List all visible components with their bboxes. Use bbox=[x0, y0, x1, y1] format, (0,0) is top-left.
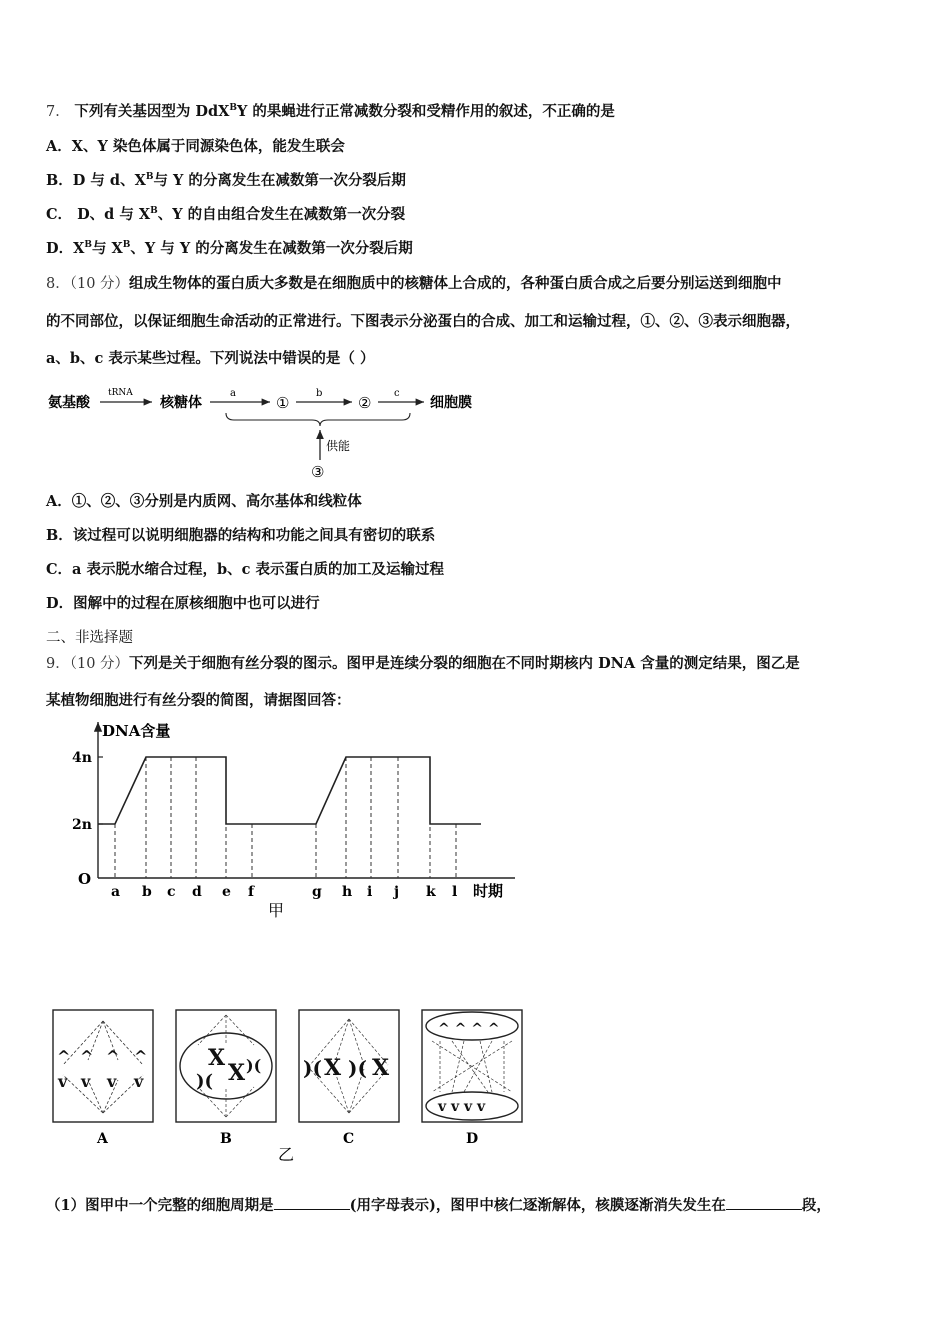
q9-sub1: （1）图甲中一个完整的细胞周期是 (用字母表示)，图甲中核仁逐渐解体，核膜逐渐消失发生在 段， bbox=[46, 1197, 831, 1214]
brace bbox=[226, 413, 410, 426]
cell-a-label: A bbox=[97, 1131, 108, 1147]
svg-text:X: X bbox=[208, 1045, 226, 1071]
svg-text:X: X bbox=[228, 1060, 246, 1086]
organelle-2: ② bbox=[358, 394, 372, 412]
y-axis-label: DNA含量 bbox=[102, 722, 171, 740]
svg-text:)(: )( bbox=[348, 1056, 367, 1080]
cell-membrane-label: 细胞膜 bbox=[430, 395, 472, 411]
trna-label: tRNA bbox=[108, 388, 133, 398]
svg-text:^: ^ bbox=[106, 1047, 120, 1066]
q9-stem-line2: 某植物细胞进行有丝分裂的简图，请据图回答： bbox=[46, 692, 351, 709]
svg-text:v: v bbox=[134, 1072, 144, 1091]
q8-option-b: B．该过程可以说明细胞器的结构和功能之间具有密切的联系 bbox=[46, 527, 436, 544]
answer-blank-1[interactable] bbox=[274, 1195, 350, 1210]
mitosis-cells-figure bbox=[48, 1005, 528, 1165]
x-tick-label-d: d bbox=[192, 884, 202, 900]
process-a-label: a bbox=[230, 388, 236, 399]
svg-text:^: ^ bbox=[134, 1047, 148, 1066]
x-axis-label: 时期 bbox=[473, 882, 504, 900]
q7-option-d: D．$X^B$与 $X^B$、Y 与 Y 的分离发生在减数第一次分裂后期 bbox=[46, 240, 413, 257]
svg-text:X: X bbox=[324, 1055, 342, 1081]
q9-stem-line1: 9．（10 分）下列是关于细胞有丝分裂的图示。图甲是连续分裂的细胞在不同时期核内 DNA 含量的测定结果，图乙是 bbox=[46, 655, 800, 672]
q8-option-d: D．图解中的过程在原核细胞中也可以进行 bbox=[46, 595, 320, 612]
svg-text:v: v bbox=[81, 1072, 91, 1091]
x-tick-label-c: c bbox=[167, 884, 176, 900]
svg-text:v: v bbox=[58, 1072, 68, 1091]
answer-blank-2[interactable] bbox=[726, 1195, 802, 1210]
amino-acid-label: 氨基酸 bbox=[48, 395, 90, 411]
process-c-label: c bbox=[394, 388, 400, 399]
cell-a bbox=[53, 1010, 153, 1147]
q8-stem-line1: 8．（10 分）组成生物体的蛋白质大多数是在细胞质中的核糖体上合成的，各种蛋白质合成之后要分别运送到细胞中 bbox=[46, 275, 782, 292]
x-tick-label-h: h bbox=[342, 884, 353, 900]
cell-d bbox=[422, 1010, 522, 1147]
svg-text:^ ^ ^ ^: ^ ^ ^ ^ bbox=[438, 1021, 500, 1037]
svg-text:^: ^ bbox=[57, 1047, 71, 1066]
x-tick-label-i: i bbox=[367, 884, 373, 900]
x-tick-label-e: e bbox=[222, 884, 231, 900]
q8-option-c: C．a 表示脱水缩合过程，b、c 表示蛋白质的加工及运输过程 bbox=[46, 561, 445, 578]
q8-option-a: A．①、②、③分别是内质网、高尔基体和线粒体 bbox=[46, 493, 362, 510]
y-tick-label-2n: 2n bbox=[72, 817, 92, 833]
q8-flow-diagram bbox=[40, 380, 500, 485]
cell-c bbox=[299, 1010, 399, 1147]
cell-b bbox=[176, 1010, 276, 1147]
x-tick-label-f: f bbox=[248, 884, 255, 900]
x-tick-label-a: a bbox=[111, 884, 121, 900]
organelle-1: ① bbox=[276, 394, 290, 412]
q7-option-a: A．X、Y 染色体属于同源染色体，能发生联会 bbox=[46, 138, 345, 155]
section-2-title: 二、非选择题 bbox=[46, 630, 133, 646]
q8-stem-line3: a、b、c 表示某些过程。下列说法中错误的是（ ） bbox=[46, 350, 375, 367]
x-tick-label-l: l bbox=[452, 884, 458, 900]
svg-text:)(: )( bbox=[196, 1071, 214, 1092]
svg-text:)(: )( bbox=[246, 1056, 262, 1075]
svg-text:^: ^ bbox=[80, 1047, 94, 1066]
origin-label: O bbox=[78, 870, 92, 888]
energy-label: 供能 bbox=[326, 439, 351, 453]
x-tick-label-g: g bbox=[312, 884, 322, 900]
y-tick-label-4n: 4n bbox=[72, 750, 92, 766]
cell-d-label: D bbox=[466, 1131, 479, 1147]
dna-content-line bbox=[98, 757, 481, 824]
q7-stem: 7． 下列有关基因型为 DdX$^B$Y 的果蝇进行正常减数分裂和受精作用的叙述，不正确的是 bbox=[46, 103, 615, 120]
q7-option-b: B．D 与 d、$X^B$与 Y 的分离发生在减数第一次分裂后期 bbox=[46, 172, 406, 189]
ribosome-label: 核糖体 bbox=[160, 395, 202, 411]
x-tick-label-j: j bbox=[394, 884, 400, 900]
x-tick-label-b: b bbox=[142, 884, 152, 900]
process-b-label: b bbox=[316, 388, 323, 399]
figure-jia-caption: 甲 bbox=[268, 901, 285, 920]
figure-yi-caption: 乙 bbox=[278, 1145, 295, 1164]
x-tick-label-k: k bbox=[426, 884, 436, 900]
cell-b-label: B bbox=[220, 1131, 232, 1147]
svg-text:X: X bbox=[372, 1055, 390, 1081]
cell-c-label: C bbox=[343, 1131, 355, 1147]
q8-stem-line2: 的不同部位，以保证细胞生命活动的正常进行。下图表示分泌蛋白的合成、加工和运输过程，①、②、③表示细胞器， bbox=[46, 313, 800, 330]
svg-text:v: v bbox=[107, 1072, 117, 1091]
svg-text:v v v v: v v v v bbox=[438, 1099, 486, 1115]
svg-text:)(: )( bbox=[303, 1056, 322, 1080]
dna-content-chart bbox=[70, 714, 530, 929]
q7-option-c: C． D、d 与 $X^B$、Y 的自由组合发生在减数第一次分裂 bbox=[46, 206, 406, 223]
organelle-3: ③ bbox=[311, 463, 325, 481]
